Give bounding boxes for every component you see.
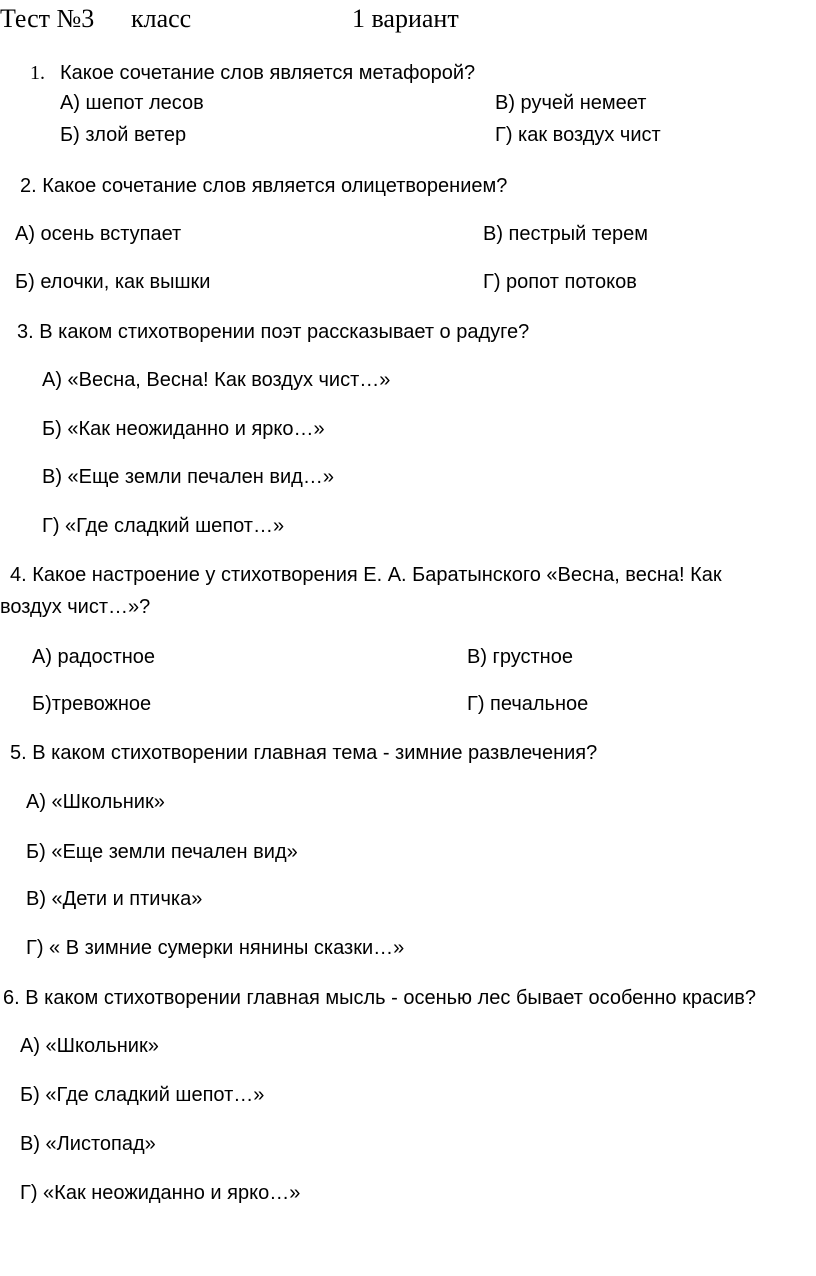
q6-option-a: А) «Школьник» (20, 1035, 159, 1057)
q1-question: Какое сочетание слов является метафорой? (60, 62, 476, 84)
q3-option-g: Г) «Где сладкий шепот…» (42, 515, 285, 537)
q6-option-b: Б) «Где сладкий шепот…» (20, 1084, 265, 1106)
q4-option-b: Б)тревожное (32, 693, 152, 715)
q2-question: 2. Какое сочетание слов является олицетворением? (20, 175, 508, 197)
q4-question-line1: 4. Какое настроение у стихотворения Е. А. Баратынского «Весна, весна! Как (10, 564, 722, 586)
q3-option-b: Б) «Как неожиданно и ярко…» (42, 418, 325, 440)
q5-option-g: Г) « В зимние сумерки нянины сказки…» (26, 937, 405, 959)
q3-option-a: А) «Весна, Весна! Как воздух чист…» (42, 369, 391, 391)
q2-option-v: В) пестрый терем (483, 223, 648, 245)
q4-question-line2: воздух чист…»? (0, 596, 151, 618)
q4-option-g: Г) печальное (467, 693, 589, 715)
test-title: Тест №3 (0, 4, 95, 33)
q6-option-g: Г) «Как неожиданно и ярко…» (20, 1182, 301, 1204)
q1-option-v: В) ручей немеет (495, 92, 647, 114)
q6-option-v: В) «Листопад» (20, 1133, 156, 1155)
q2-option-b: Б) елочки, как вышки (15, 271, 211, 293)
q1-option-a: А) шепот лесов (60, 92, 204, 114)
q5-option-a: А) «Школьник» (26, 791, 165, 813)
q2-option-a: А) осень вступает (15, 223, 182, 245)
q1-option-b: Б) злой ветер (60, 124, 187, 146)
variant-label: 1 вариант (352, 4, 459, 33)
q5-question: 5. В каком стихотворении главная тема - зимние развлечения? (10, 742, 598, 764)
q5-option-v: В) «Дети и птичка» (26, 888, 203, 910)
q4-option-v: В) грустное (467, 646, 573, 668)
q2-option-g: Г) ропот потоков (483, 271, 637, 293)
q5-option-b: Б) «Еще земли печален вид» (26, 841, 298, 863)
class-label: класс (131, 4, 192, 33)
q6-question: 6. В каком стихотворении главная мысль - осенью лес бывает особенно красив? (3, 987, 756, 1009)
q4-option-a: А) радостное (32, 646, 156, 668)
q1-option-g: Г) как воздух чист (495, 124, 661, 146)
q3-question: 3. В каком стихотворении поэт рассказывает о радуге? (17, 321, 530, 343)
q3-option-v: В) «Еще земли печален вид…» (42, 466, 334, 488)
q1-number: 1. (30, 62, 45, 84)
